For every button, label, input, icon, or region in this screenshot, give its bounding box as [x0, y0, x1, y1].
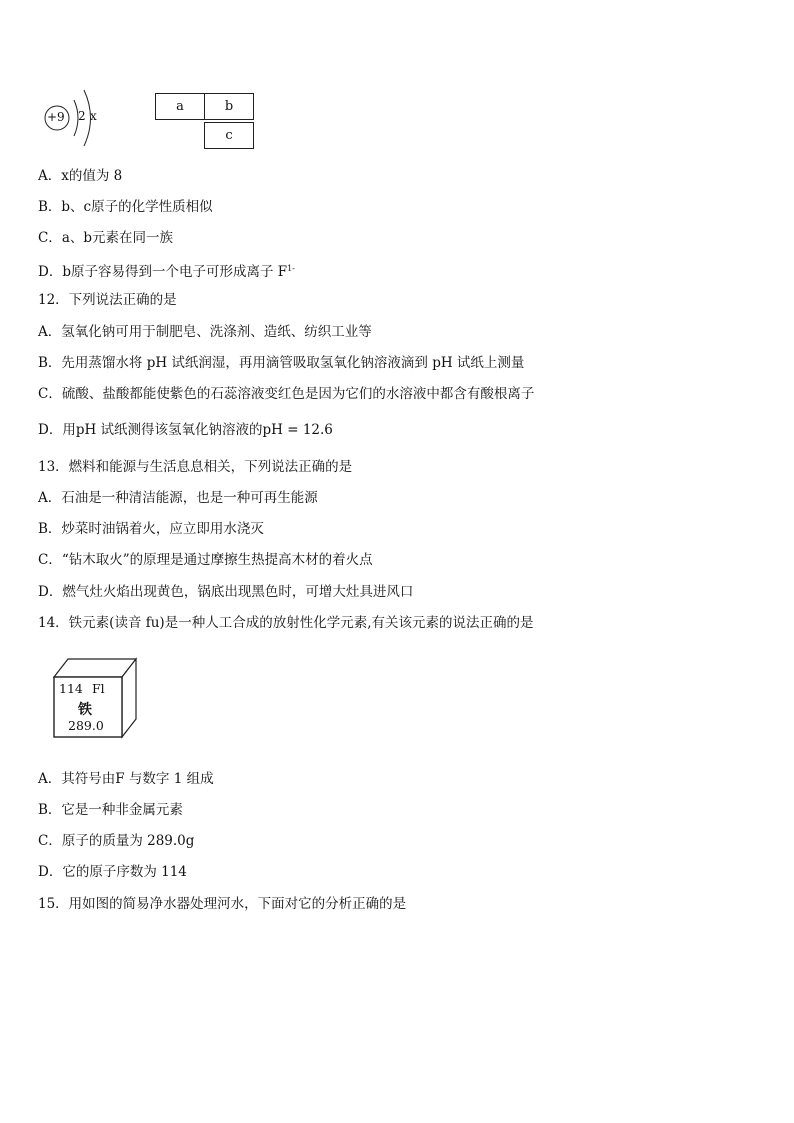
- q14-option-d: D．它的原子序数为 114: [38, 864, 187, 880]
- q12-option-b: B．先用蒸馏水将 pH 试纸润湿，再用滴管吸取氢氧化钠溶液滴到 pH 试纸上测量: [38, 355, 525, 371]
- q13-option-c: C．“钻木取火”的原理是通过摩擦生热提高木材的着火点: [38, 552, 373, 568]
- nucleus-charge: +9: [47, 110, 65, 124]
- q12-option-a: A．氢氧化钠可用于制肥皂、洗涤剂、造纸、纺织工业等: [38, 324, 372, 340]
- q13-option-a: A．石油是一种清洁能源，也是一种可再生能源: [38, 490, 318, 506]
- q12-stem: 12．下列说法正确的是: [38, 292, 177, 308]
- q14-option-a: A．其符号由F 与数字 1 组成: [38, 771, 214, 787]
- table-cell-b: b: [204, 93, 254, 120]
- q14-stem: 14．铁元素(读音 fu)是一种人工合成的放射性化学元素,有关该元素的说法正确的是: [38, 615, 534, 631]
- shell2-electrons: x: [90, 109, 97, 123]
- ion-charge-superscript: 1-: [287, 264, 295, 273]
- q11-option-a: A．x的值为 8: [38, 168, 123, 184]
- element-atomic-number: 114: [59, 681, 83, 696]
- table-cell-a: a: [155, 93, 205, 120]
- table-cell-c: c: [204, 122, 254, 149]
- q14-option-b: B．它是一种非金属元素: [38, 802, 183, 818]
- q11-option-d: [38, 260, 295, 281]
- element-symbol: Fl: [92, 681, 105, 696]
- q13-stem: 13．燃料和能源与生活息息相关，下列说法正确的是: [38, 459, 353, 475]
- q15-stem: 15．用如图的简易净水器处理河水，下面对它的分析正确的是: [38, 896, 407, 912]
- atom-structure-diagram: [40, 80, 120, 160]
- q13-option-d: D．燃气灶火焰出现黄色，锅底出现黑色时，可增大灶具进风口: [38, 584, 414, 600]
- shell1-electrons: 2: [78, 109, 86, 123]
- element-atomic-mass: 289.0: [68, 718, 104, 733]
- q12-option-c: C．硫酸、盐酸都能使紫色的石蕊溶液变红色是因为它们的水溶液中都含有酸根离子: [38, 386, 535, 402]
- element-name: 铁: [78, 702, 92, 718]
- q11-option-d-text: D．b原子容易得到一个电子可形成离子 F: [38, 264, 288, 280]
- q11-option-b: B．b、c原子的化学性质相似: [38, 199, 213, 215]
- q14-option-c: C．原子的质量为 289.0g: [38, 833, 195, 849]
- q12-option-d: D．用pH 试纸测得该氢氧化钠溶液的pH = 12.6: [38, 422, 333, 438]
- element-card-figure: [50, 655, 140, 740]
- q11-option-c: C．a、b元素在同一族: [38, 230, 174, 246]
- q13-option-b: B．炒菜时油锅着火，应立即用水浇灭: [38, 521, 264, 537]
